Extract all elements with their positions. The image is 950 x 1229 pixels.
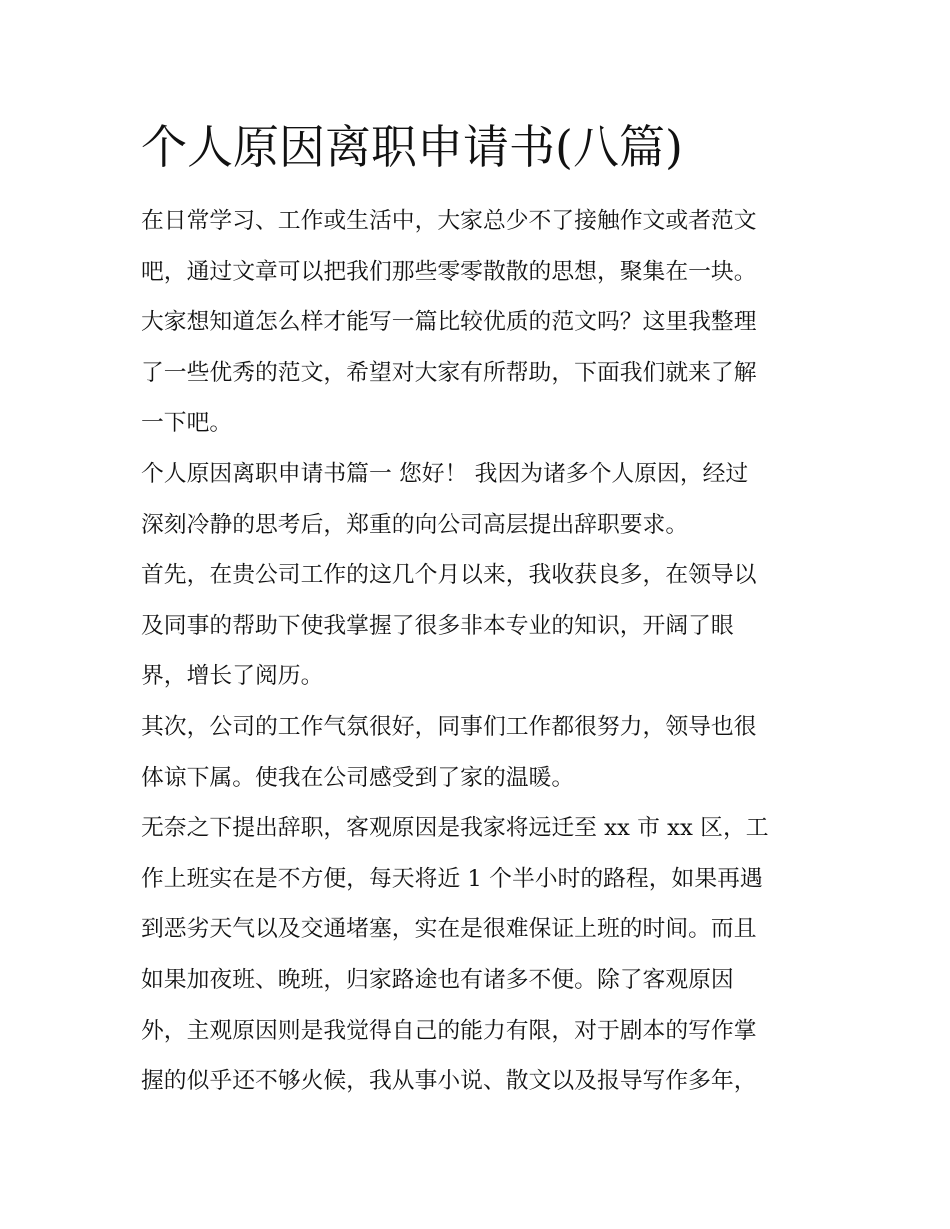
text-line: 外，主观原因则是我觉得自己的能力有限，对于剧本的写作掌	[141, 1017, 757, 1044]
text-line: 个人原因离职申请书篇一 您好！ 我因为诸多个人原因，经过	[141, 460, 749, 487]
text-line: 作上班实在是不方便，每天将近 1 个半小时的路程，如果再遇	[141, 865, 763, 892]
document-title: 个人原因离职申请书(八篇)	[141, 120, 683, 174]
text-line: 其次，公司的工作气氛很好，同事们工作都很努力，领导也很	[141, 713, 757, 740]
text-line: 无奈之下提出辞职，客观原因是我家将远迁至 xx 市 xx 区，工	[141, 815, 769, 842]
document-page	[141, 112, 813, 1107]
text-line: 了一些优秀的范文，希望对大家有所帮助，下面我们就来了解	[141, 359, 757, 386]
text-line: 吧，通过文章可以把我们那些零零散散的思想，聚集在一块。	[141, 258, 757, 285]
paragraph-intro	[141, 196, 813, 449]
text-line: 如果加夜班、晚班，归家路途也有诸多不便。除了客观原因	[141, 966, 734, 993]
text-line: 握的似乎还不够火候，我从事小说、散文以及报导写作多年，	[141, 1068, 757, 1095]
paragraph-second-reason	[141, 702, 813, 803]
text-line: 一下吧。	[141, 410, 233, 437]
text-line: 界，增长了阅历。	[141, 663, 324, 690]
paragraph-resignation-reason	[141, 803, 813, 1107]
text-line: 到恶劣天气以及交通堵塞，实在是很难保证上班的时间。而且	[141, 916, 757, 943]
text-line: 在日常学习、工作或生活中，大家总少不了接触作文或者范文	[141, 208, 757, 234]
text-line: 及同事的帮助下使我掌握了很多非本专业的知识，开阔了眼	[141, 612, 734, 639]
paragraph-first-reason	[141, 550, 813, 702]
text-line: 首先，在贵公司工作的这几个月以来，我收获良多，在领导以	[141, 562, 757, 589]
text-line: 大家想知道怎么样才能写一篇比较优质的范文吗？这里我整理	[141, 309, 757, 336]
text-line: 体谅下属。使我在公司感受到了家的温暖。	[141, 764, 575, 791]
paragraph-article-one-opening	[141, 449, 813, 550]
text-line: 深刻冷静的思考后，郑重的向公司高层提出辞职要求。	[141, 511, 689, 538]
